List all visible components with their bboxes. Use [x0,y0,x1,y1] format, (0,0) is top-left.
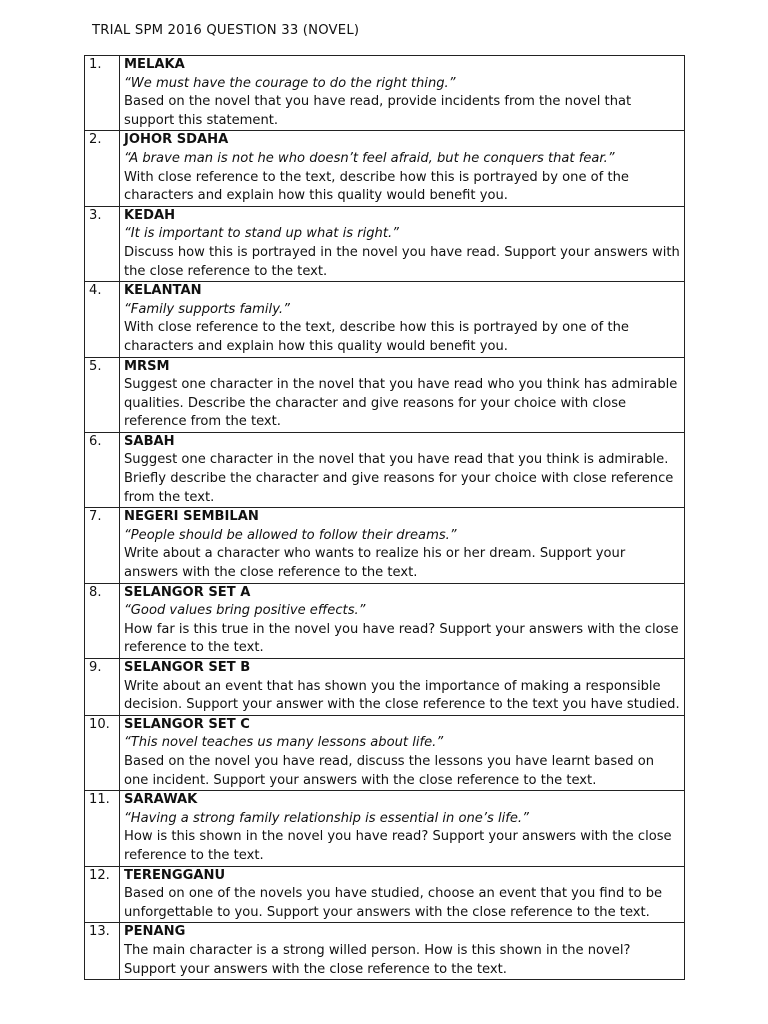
question-number: 2. [85,131,120,206]
question-quote: “It is important to stand up what is right.” [124,226,399,242]
question-task: With close reference to the text, describe how this is portrayed by one of the characters and explain how this quality would benefit you. [124,169,629,204]
question-task: Write about an event that has shown you the importance of making a responsible decision. Support your answer with the close reference to the text you have studied. [124,678,680,713]
question-task: With close reference to the text, describe how this is portrayed by one of the characters and explain how this quality would benefit you. [124,320,629,354]
state-name: SELANGOR SET B [124,660,251,675]
question-quote: “People should be allowed to follow their dreams.” [124,527,457,543]
state-name: KEDAH [124,207,176,223]
document-title: TRIAL SPM 2016 QUESTION 33 (NOVEL) [92,23,360,38]
question-quote: “We must have the courage to do the right thing.” [124,75,456,91]
question-task: Based on one of the novels you have studied, choose an event that you find to be unforgettable to you. Support your answers with the close reference to the text. [124,886,663,920]
question-quote: “Having a strong family relationship is essential in one’s life.” [124,810,529,826]
table-row [85,583,685,658]
question-task: Discuss how this is portrayed in the novel you have read. Support your answers with the close reference to the text. [124,244,680,279]
question-quote: “Family supports family.” [124,301,290,317]
question-cell [120,715,685,790]
table-row [85,923,685,980]
question-quote: “A brave man is not he who doesn’t feel afraid, but he conquers that fear.” [124,150,615,166]
question-number: 1. [85,56,120,131]
question-number: 13. [85,923,120,980]
question-number: 5. [85,357,120,432]
state-name: SARAWAK [124,792,198,808]
question-cell [120,131,685,206]
state-name: NEGERI SEMBILAN [124,509,259,525]
state-name: SABAH [124,433,175,449]
state-name: JOHOR SDAHA [124,132,229,148]
question-cell [120,56,685,131]
question-number: 11. [85,791,120,866]
table-row [85,791,685,866]
question-number: 4. [85,282,120,357]
question-number: 7. [85,508,120,583]
state-name: TERENGGANU [124,867,226,883]
table-row [85,357,685,432]
state-name: MELAKA [124,57,185,72]
question-cell [120,791,685,866]
question-cell [120,583,685,658]
state-name: PENANG [124,924,186,940]
question-number: 8. [85,583,120,658]
questions-table [84,55,685,980]
table-row [85,131,685,206]
question-number: 6. [85,432,120,507]
table-row [85,282,685,357]
question-cell [120,206,685,281]
question-task: Suggest one character in the novel that you have read who you think has admirable qualities. Describe the character and give reasons for your choice with close reference from the text. [124,377,678,430]
question-task: Based on the novel you have read, discuss the lessons you have learnt based on one incident. Support your answers with the close reference to the text. [124,753,655,788]
question-task: The main character is a strong willed person. How is this shown in the novel? Support your answers with the close reference to the text. [124,942,631,977]
question-task: Suggest one character in the novel that you have read that you think is admirable. Briefly describe the character and give reasons for your choice with close reference from the text. [124,452,674,505]
question-cell [120,659,685,716]
question-cell [120,508,685,583]
question-task: How far is this true in the novel you have read? Support your answers with the close reference to the text. [124,621,679,656]
question-task: How is this shown in the novel you have read? Support your answers with the close reference to the text. [124,829,672,863]
question-number: 9. [85,659,120,716]
table-row [85,432,685,507]
table-row [85,866,685,923]
table-row [85,659,685,716]
question-cell [120,923,685,980]
table-row [85,508,685,583]
question-cell [120,866,685,923]
state-name: SELANGOR SET A [124,584,251,600]
question-number: 10. [85,715,120,790]
state-name: MRSM [124,358,170,374]
question-quote: “This novel teaches us many lessons about life.” [124,735,444,751]
state-name: KELANTAN [124,283,202,299]
question-task: Write about a character who wants to realize his or her dream. Support your answers with the close reference to the text. [124,546,626,581]
table-row [85,56,685,131]
table-row [85,715,685,790]
question-quote: “Good values bring positive effects.” [124,603,366,619]
question-task: Based on the novel that you have read, provide incidents from the novel that support this statement. [124,94,632,128]
question-cell [120,357,685,432]
question-number: 3. [85,206,120,281]
question-cell [120,282,685,357]
state-name: SELANGOR SET C [124,716,250,732]
question-number: 12. [85,866,120,923]
table-row [85,206,685,281]
question-cell [120,432,685,507]
